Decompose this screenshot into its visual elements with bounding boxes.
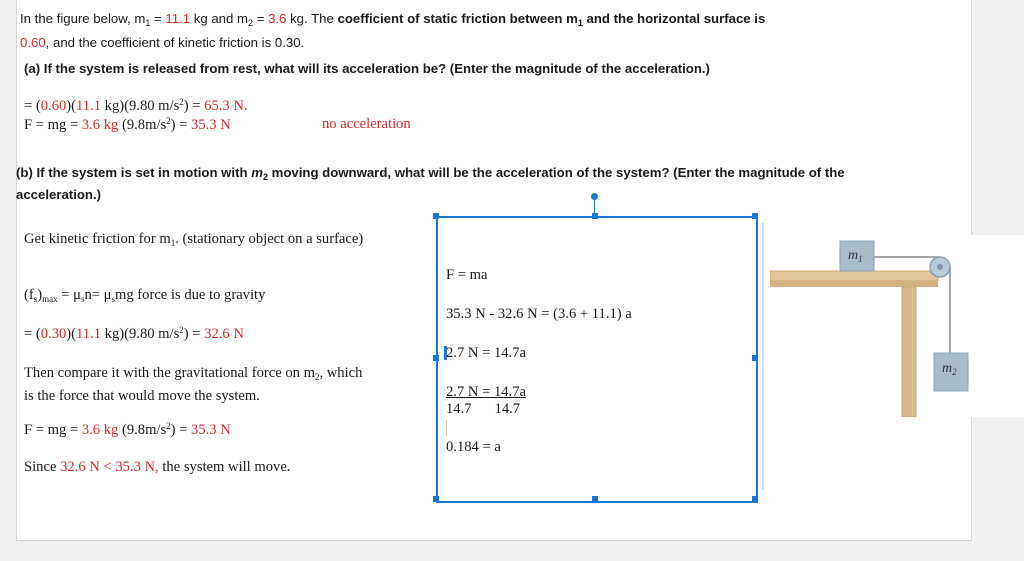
text: , which is the force that would move the system.: [24, 365, 363, 404]
pulley-axle: [937, 264, 943, 270]
resize-handle-e[interactable]: [752, 355, 758, 361]
pulley-diagram: [770, 235, 1024, 417]
text: ) =: [183, 98, 205, 114]
static-coefficient: 0.60: [20, 35, 46, 50]
text: Get kinetic friction for m: [24, 231, 171, 247]
intro-text: , and the coefficient of kinetic friction is 0.30.: [45, 35, 305, 50]
value: 11.1: [76, 326, 102, 342]
sub: 2: [314, 372, 320, 382]
text: Then compare it with the gravitational force on m: [24, 365, 315, 381]
text: F = mg =: [24, 117, 82, 133]
intro-bold: coefficient of static friction between m: [337, 11, 578, 26]
resize-handle-s[interactable]: [592, 496, 598, 502]
work-line-6: [24, 459, 290, 476]
work-line-2: [24, 287, 265, 304]
value: 35.3 N: [191, 422, 231, 438]
text: m: [848, 248, 859, 263]
exponent: 2: [166, 421, 171, 431]
resize-handle-se[interactable]: [752, 496, 758, 502]
sub: 1: [170, 238, 176, 248]
sub: 1: [858, 254, 863, 264]
intro-bold: and the horizontal surface is: [582, 11, 766, 26]
text: (9.8m/s: [118, 422, 167, 438]
textbox-scrollbar[interactable]: [762, 223, 764, 490]
rotate-handle[interactable]: [591, 193, 598, 200]
m1-label: [848, 248, 863, 264]
exponent: 2: [179, 97, 184, 107]
calc-line-6: 0.184 = a: [446, 439, 501, 455]
text: F = mg =: [24, 422, 82, 438]
text: )(: [66, 326, 77, 342]
resize-handle-sw[interactable]: [433, 496, 439, 502]
intro-sub: 2: [248, 18, 254, 28]
calc-line-3: 2.7 N = 14.7a: [446, 345, 526, 361]
sub: s: [80, 294, 85, 304]
text: moving downward, what will be the acceleration of the system? (Enter the magnitude of the acceleration.): [16, 165, 845, 202]
resize-handle-nw[interactable]: [433, 213, 439, 219]
table-edge: [770, 281, 938, 287]
resize-handle-ne[interactable]: [752, 213, 758, 219]
value: 0.60: [40, 98, 67, 114]
intro-text: kg and m: [190, 11, 249, 26]
text: n= μ: [84, 287, 112, 303]
mass1-value: 11.1: [165, 11, 191, 26]
intro-sub: 1: [577, 18, 583, 28]
value: 35.3 N: [191, 117, 231, 133]
text: ) =: [170, 117, 192, 133]
problem-statement: [20, 9, 940, 52]
sub: max: [42, 294, 58, 304]
value: 11.1: [76, 98, 102, 114]
value: 0.30: [40, 326, 67, 342]
denominator: 14.7: [494, 401, 521, 417]
value: 32.6 N: [204, 326, 244, 342]
intro-text: =: [253, 11, 269, 26]
answer-a-line-2: [24, 116, 231, 134]
intro-text: kg. The: [286, 11, 338, 26]
calc-line-5: [446, 401, 520, 418]
question-b: [16, 164, 886, 204]
answer-a-line-1: [24, 97, 248, 115]
exponent: 2: [166, 116, 171, 126]
intro-text: In the figure below, m: [20, 11, 146, 26]
text-cursor-ghost: [446, 420, 447, 436]
denominator: 14.7: [446, 401, 472, 417]
mass2-value: 3.6: [268, 11, 287, 26]
text: kg)(9.80 m/s: [101, 98, 180, 114]
text: mg force is due to gravity: [115, 287, 266, 303]
text: . (stationary object on a surface): [175, 231, 364, 247]
text: m: [251, 165, 263, 180]
sub: s: [33, 294, 38, 304]
calc-line-1: F = ma: [446, 267, 488, 283]
exponent: 2: [179, 325, 184, 335]
text: ): [37, 287, 43, 303]
calc-line-2: 35.3 N - 32.6 N = (3.6 + 11.1) a: [446, 306, 632, 322]
text: (f: [24, 287, 34, 303]
table-leg: [902, 287, 916, 417]
text: Since: [24, 459, 61, 475]
text: the system will move.: [158, 459, 291, 475]
text: m: [942, 361, 953, 376]
work-line-3: [24, 325, 244, 343]
text: = (: [24, 98, 41, 114]
intro-sub: 1: [145, 18, 151, 28]
question-a: (a) If the system is released from rest, what will its acceleration be? (Enter the magnitude of the acceleration.): [24, 61, 710, 76]
work-line-1: [24, 230, 364, 253]
pulley-figure: [770, 235, 1024, 417]
value: 32.6 N < 35.3 N,: [60, 459, 159, 475]
work-line-4: [24, 364, 364, 406]
value: 3.6 kg: [81, 422, 119, 438]
intro-text: =: [150, 11, 166, 26]
sub: s: [111, 294, 116, 304]
sub: 2: [262, 172, 268, 182]
text: )(: [66, 98, 77, 114]
text: kg)(9.80 m/s: [101, 326, 180, 342]
text: ) =: [183, 326, 205, 342]
text: = (: [24, 326, 41, 342]
text: = μ: [57, 287, 81, 303]
calc-line-4: 2.7 N = 14.7a: [446, 384, 526, 400]
text: (9.8m/s: [118, 117, 167, 133]
resize-handle-w[interactable]: [433, 355, 439, 361]
text: ) =: [170, 422, 192, 438]
table-top: [770, 271, 938, 281]
work-line-5: [24, 421, 231, 439]
sub: 2: [952, 367, 957, 377]
m2-label: [942, 361, 957, 377]
value: 3.6 kg: [81, 117, 119, 133]
text: (b) If the system is set in motion with: [16, 165, 252, 180]
answer-a-result: no acceleration: [322, 116, 411, 132]
resize-handle-n[interactable]: [592, 213, 598, 219]
value: 65.3 N.: [204, 98, 248, 114]
